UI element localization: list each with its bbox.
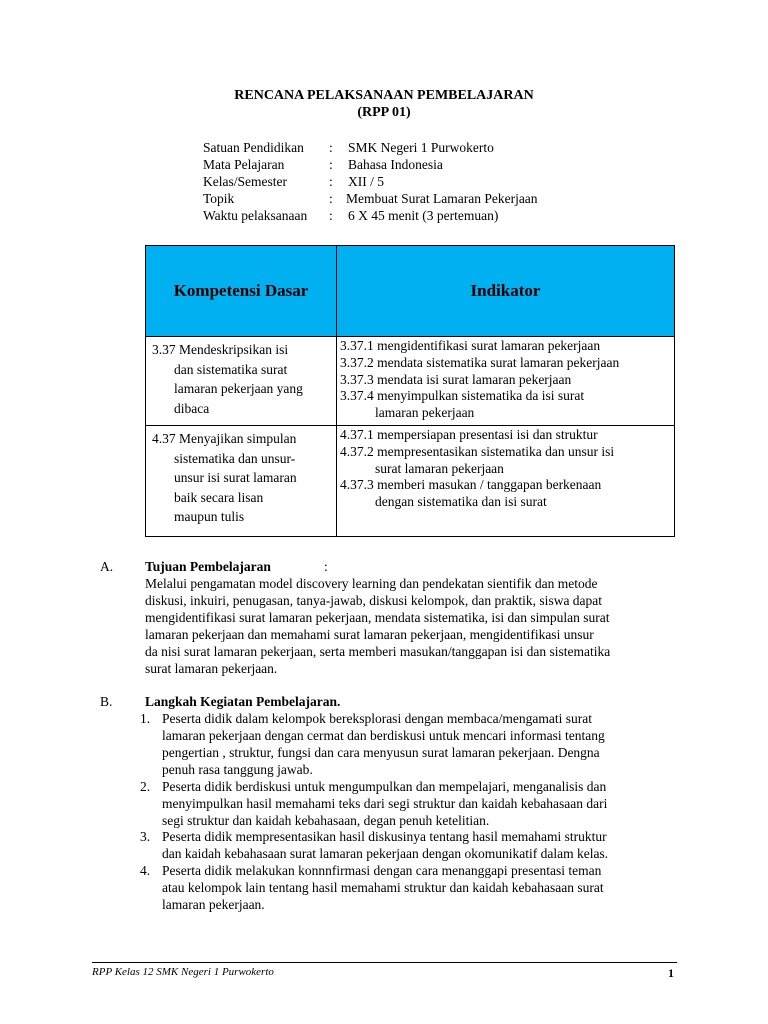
step-line: menyimpulkan hasil memahami teks dari segi struktur dan kaidah kebahasaan dari [162,796,608,811]
kd-line: maupun tulis [174,509,245,524]
meta-colon: : [329,191,333,206]
kd-line: unsur isi surat lamaran [174,470,297,485]
step-line: atau kelompok lain tentang hasil memahami struktur dan kaidah kebahasaan surat [162,880,604,895]
meta-colon: : [329,157,333,172]
header-indikator: Indikator [337,246,675,337]
indicator-cell [337,426,675,537]
kd-cell [146,337,337,426]
section-a-letter: A. [100,559,114,574]
kd-cell [146,426,337,537]
step-line: Peserta didik berdiskusi untuk mengumpulkan dan mempelajari, menganalisis dan [162,779,607,794]
indicator-line: 4.37.3 memberi masukan / tanggapan berkenaan [340,477,602,493]
table-row [146,426,675,537]
table-row [146,337,675,426]
footer-divider [92,962,677,963]
document-title: RENCANA PELAKSANAAN PEMBELAJARAN [234,88,534,103]
indicator-line: 3.37.2 mendata sistematika surat lamaran pekerjaan [340,354,620,370]
header-kompetensi-dasar: Kompetensi Dasar [146,246,337,337]
step-line: pengertian , struktur, fungsi dan cara menyusun surat lamaran pekerjaan. Dengna [162,745,600,760]
paragraph-line: lamaran pekerjaan dan memahami surat lamaran pekerjaan, mengidentifikasi unsur [145,627,594,642]
page-number: 1 [668,966,674,980]
step-number: 1. [140,711,151,726]
section-a-heading: Tujuan Pembelajaran [145,559,271,574]
section-a-colon: : [324,559,328,574]
step-line: segi struktur dan kaidah kebahasaan, degan penuh ketelitian. [162,813,490,828]
meta-key: Mata Pelajaran [203,157,285,172]
paragraph-line: mengidentifikasi surat lamaran pekerjaan, mendata sistematika, isi dan simpulan surat [145,610,610,625]
meta-key: Satuan Pendidikan [203,140,304,155]
paragraph-line: da nisi surat lamaran pekerjaan, serta memberi masukan/tanggapan isi dan sistematika [145,644,611,659]
meta-value: SMK Negeri 1 Purwokerto [348,140,494,155]
step-line: Peserta didik mempresentasikan hasil diskusinya tentang hasil memahami struktur [162,829,607,844]
kd-line: dibaca [174,400,210,416]
step-line: lamaran pekerjaan dengan cermat dan berdiskusi untuk mencari informasi tentang [162,728,605,743]
paragraph-line: surat lamaran pekerjaan. [145,661,278,676]
indicator-line: lamaran pekerjaan [375,405,475,421]
indicator-line: 4.37.2 mempresentasikan sistematika dan unsur isi [340,443,615,459]
step-number: 4. [140,863,151,878]
indicator-line: 4.37.1 mempersiapan presentasi isi dan struktur [340,427,598,442]
step-line: Peserta didik melakukan konnnfirmasi dengan cara menanggapi presentasi teman [162,863,602,878]
indicator-line: 3.37.3 mendata isi surat lamaran pekerjaan [340,371,572,387]
meta-value: XII / 5 [348,174,384,189]
meta-key: Kelas/Semester [203,174,287,189]
step-line: lamaran pekerjaan. [162,897,265,912]
meta-colon: : [329,208,333,223]
kd-line: sistematika dan unsur- [174,450,296,466]
step-line: dan kaidah kebahasaan surat lamaran pekerjaan dengan okomunikatif dalam kelas. [162,846,609,861]
indicator-line: 3.37.4 menyimpulkan sistematika da isi surat [340,388,585,404]
step-number: 2. [140,779,151,794]
meta-colon: : [329,140,333,155]
kd-line: lamaran pekerjaan yang [174,381,303,396]
kd-line: 3.37 Mendeskripsikan isi [152,342,289,357]
meta-value: Bahasa Indonesia [348,157,443,172]
kd-line: baik secara lisan [174,489,264,505]
step-line: Peserta didik dalam kelompok bereksplorasi dengan membaca/mengamati surat [162,711,592,726]
indicator-line: dengan sistematika dan isi surat [375,494,547,510]
step-number: 3. [140,829,151,844]
section-b-letter: B. [100,694,113,709]
document-subtitle: (RPP 01) [357,105,411,120]
paragraph-line: diskusi, inkuiri, penugasan, tanya-jawab, diskusi kelompok, dan praktik, siswa dapat [145,593,603,608]
paragraph-line: Melalui pengamatan model discovery learning dan pendekatan sientifik dan metode [145,576,598,591]
section-b-heading: Langkah Kegiatan Pembelajaran. [145,694,341,709]
meta-key: Topik [203,191,235,206]
meta-value: 6 X 45 menit (3 pertemuan) [348,208,499,223]
kd-line: 4.37 Menyajikan simpulan [152,431,297,446]
meta-colon: : [329,174,333,189]
competency-table [145,245,675,537]
indicator-line: surat lamaran pekerjaan [375,460,504,476]
kd-line: dan sistematika surat [174,361,288,377]
step-line: penuh rasa tanggung jawab. [162,762,313,777]
meta-value: Membuat Surat Lamaran Pekerjaan [346,191,538,206]
footer-text: RPP Kelas 12 SMK Negeri 1 Purwokerto [92,966,274,978]
indicator-cell [337,337,675,426]
meta-key: Waktu pelaksanaan [203,208,308,223]
indicator-line: 3.37.1 mengidentifikasi surat lamaran pekerjaan [340,338,601,353]
